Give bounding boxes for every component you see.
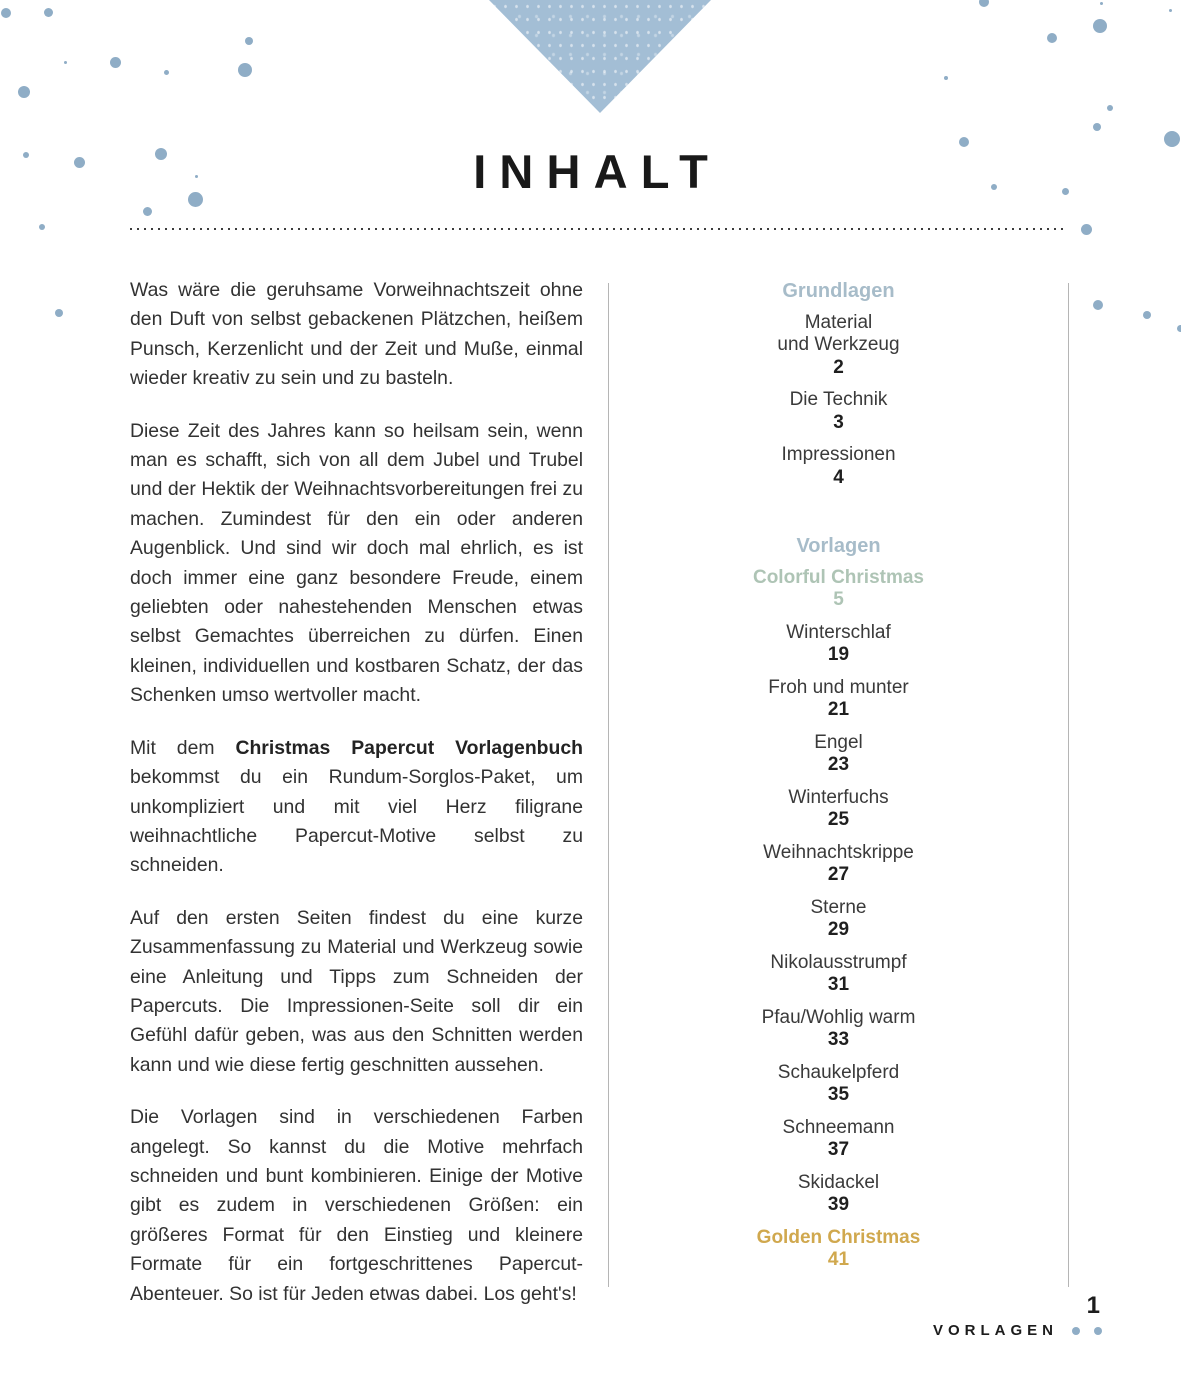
intro-paragraph: Die Vorlagen sind in verschiedenen Farben angelegt. So kannst du die Motive mehrfach schneiden und bunt kombinieren. Einige der Motive gibt es zudem in verschiedenen Größen: ein größeres Format für den Einstieg und kleinere Formate für ein fortgeschrittenes Papercut-Abenteuer. So ist für Jeden etwas dabei. Los geht's! xyxy=(130,1106,583,1305)
toc-entry-page: 19 xyxy=(827,644,850,665)
decor-dot xyxy=(1169,9,1172,12)
toc-entry-page: 31 xyxy=(827,974,850,995)
toc-entry-title: Material xyxy=(804,311,873,333)
toc-entry-page: 23 xyxy=(827,754,850,775)
toc-entry xyxy=(609,842,1068,887)
intro-text-column xyxy=(130,276,583,1332)
decor-dot xyxy=(1107,105,1113,111)
footer-dot-icon xyxy=(1072,1327,1080,1335)
toc-entry-title: Winterfuchs xyxy=(788,786,889,808)
toc-entry-title: Froh und munter xyxy=(768,676,909,698)
toc-entry xyxy=(609,952,1068,997)
toc-entry-title: Die Technik xyxy=(789,389,888,410)
decor-dot xyxy=(1093,19,1107,33)
decor-dot xyxy=(944,76,948,80)
page-title: INHALT xyxy=(473,145,721,198)
decor-dot xyxy=(1093,300,1103,310)
toc-entry-page: 37 xyxy=(827,1139,850,1160)
toc-entry-title: Engel xyxy=(814,731,863,753)
toc-entry-title: Colorful Christmas xyxy=(752,566,925,588)
column-divider-right xyxy=(1068,283,1069,1287)
decor-dot xyxy=(164,70,169,75)
decor-dot xyxy=(18,86,30,98)
toc-entry-page: 27 xyxy=(827,864,850,885)
toc-entry xyxy=(609,1007,1068,1052)
toc-entry-title: Golden Christmas xyxy=(756,1226,921,1248)
toc-entry xyxy=(609,1227,1068,1272)
toc-entry-page: 41 xyxy=(827,1249,850,1270)
decor-dot xyxy=(238,63,252,77)
toc-entry xyxy=(609,312,1068,380)
toc-entry-page: 35 xyxy=(827,1084,850,1105)
intro-paragraph: Auf den ersten Seiten findest du eine kurze Zusammenfassung zu Material und Werkzeug sowie eine Anleitung und Tipps zum Schneiden der Papercuts. Die Impressionen-Seite soll dir ein Gefühl dafür geben, was aus den Schnitten werden kann und wie diese fertig geschnitten aussehen. xyxy=(130,906,583,1076)
decor-dot xyxy=(143,207,152,216)
toc-entry-title: Skidackel xyxy=(797,1171,880,1193)
toc-entry xyxy=(609,444,1068,489)
toc-entry-page: 3 xyxy=(833,411,844,433)
intro-paragraph: Mit dem Christmas Papercut Vorlagenbuch bekommst du ein Rundum-Sorglos-Paket, um unkompliziert und mit viel Herz filigrane weihnachtliche Papercut-Motive selbst zu schneiden. xyxy=(130,736,583,877)
decor-dot xyxy=(44,8,53,17)
toc-entry xyxy=(609,622,1068,667)
decor-dot xyxy=(1177,325,1181,332)
decor-dot xyxy=(39,224,45,230)
decor-dot xyxy=(110,57,121,68)
toc-entry xyxy=(609,787,1068,832)
toc-entry xyxy=(609,1172,1068,1217)
toc-entry-title: Weihnachtskrippe xyxy=(763,841,914,863)
decor-dot xyxy=(979,0,989,7)
toc-entry xyxy=(609,897,1068,942)
decor-dot xyxy=(1093,123,1101,131)
toc-entry-page: 25 xyxy=(827,809,850,830)
toc-entry-page: 33 xyxy=(827,1029,850,1050)
toc-entry-title: Pfau/Wohlig warm xyxy=(761,1006,916,1028)
toc-entry-page: 5 xyxy=(833,589,844,610)
table-of-contents xyxy=(609,280,1068,1282)
toc-entry xyxy=(609,732,1068,777)
toc-entry xyxy=(609,1117,1068,1162)
intro-paragraph: Diese Zeit des Jahres kann so heilsam sein, wenn man es schafft, sich von all dem Jubel und Trubel und der Hektik der Weihnachtsvorbereitungen frei zu machen. Zumindest für den ein oder anderen Augenblick. Und sind wir doch mal ehrlich, es ist doch immer eine ganz besondere Freude, einem geliebten oder nahestehenden Menschen etwas selbst Gemachtes überreichen zu dürfen. Einen kleinen, individuellen und kostbaren Schatz, der das Schenken umso wertvoller macht. xyxy=(130,419,583,707)
toc-entry-page: 29 xyxy=(827,919,850,940)
decor-dot xyxy=(1081,224,1092,235)
toc-entry-page: 4 xyxy=(833,466,844,488)
dotted-divider xyxy=(130,228,1063,230)
toc-entry-title: und Werkzeug xyxy=(777,334,900,355)
decor-dot xyxy=(64,61,67,64)
toc-entry-page: 39 xyxy=(827,1194,850,1215)
toc-entry-title: Schneemann xyxy=(782,1116,895,1138)
footer-section-label: VORLAGEN xyxy=(932,1322,1058,1339)
intro-paragraph: Was wäre die geruhsame Vorweihnachtszeit ohne den Duft von selbst gebackenen Plätzchen, heißem Punsch, Kerzenlicht und der Zeit und Muße, einmal wieder kreativ zu sein und zu basteln. xyxy=(130,279,583,390)
footer-section-tab xyxy=(933,1322,1102,1339)
toc-entry-title: Winterschlaf xyxy=(786,621,891,643)
decor-dot xyxy=(245,37,253,45)
decor-dot xyxy=(1,8,11,18)
toc-entry-title: Nikolausstrumpf xyxy=(770,951,907,973)
decor-dot xyxy=(1143,311,1151,319)
toc-entry xyxy=(609,389,1068,434)
decor-dot xyxy=(55,309,63,317)
toc-entry-page: 2 xyxy=(833,356,844,378)
triangle-ornament-icon xyxy=(489,0,711,113)
toc-entry-title: Schaukelpferd xyxy=(777,1061,900,1083)
toc-section-heading: Grundlagen xyxy=(782,280,895,302)
toc-entry-page: 21 xyxy=(827,699,850,720)
toc-entry-title: Impressionen xyxy=(781,444,896,465)
footer-dot-icon xyxy=(1094,1327,1102,1335)
toc-entry xyxy=(609,567,1068,612)
decor-dot xyxy=(1100,2,1103,5)
toc-section-heading: Vorlagen xyxy=(796,535,881,557)
decor-dot xyxy=(1047,33,1057,43)
toc-entry xyxy=(609,677,1068,722)
toc-spacer xyxy=(609,499,1068,535)
page-number: 1 xyxy=(1086,1292,1100,1319)
toc-entry xyxy=(609,1062,1068,1107)
toc-entry-title: Sterne xyxy=(810,896,867,918)
